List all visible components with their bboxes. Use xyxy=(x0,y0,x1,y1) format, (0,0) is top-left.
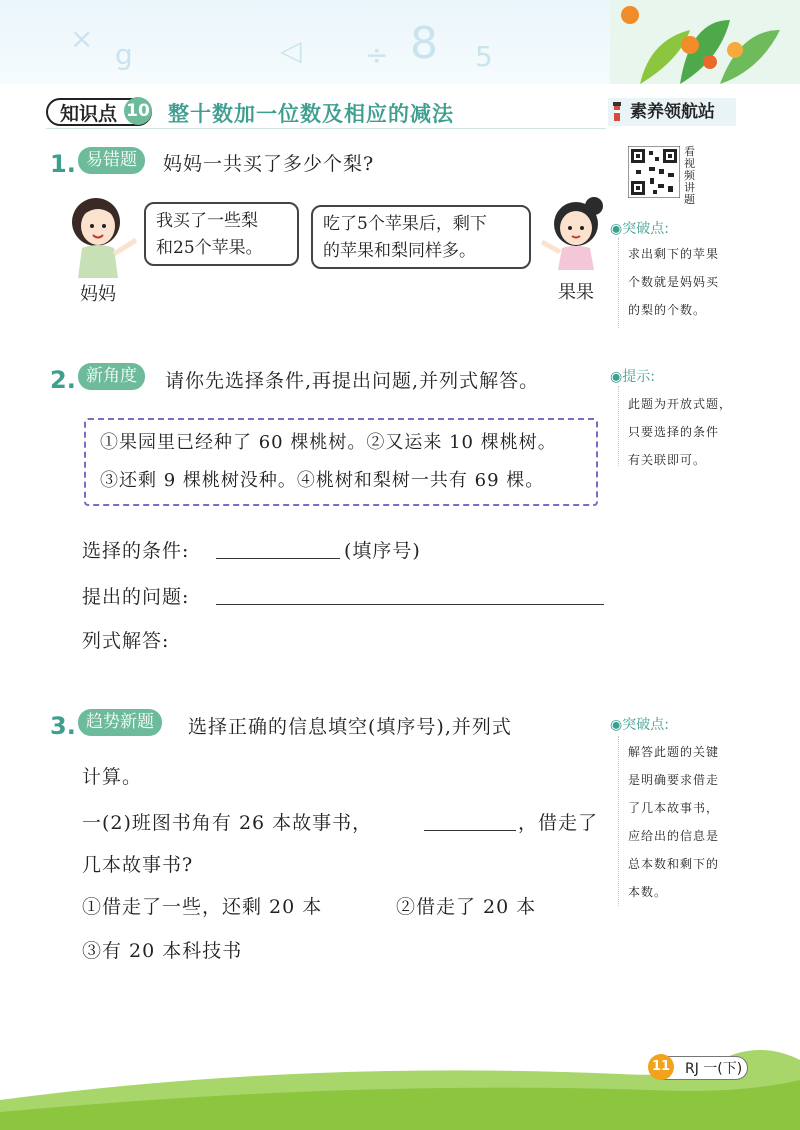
guoguo-figure-icon xyxy=(536,196,612,270)
question-2-tag: 新角度 xyxy=(78,363,145,390)
q1-side-note: 求出剩下的苹果 个数就是妈妈买 的梨的个数。 xyxy=(628,247,720,317)
q3-side-note: 解答此题的关键 是明确要求借走 了几本故事书， 应给出的信息是 总本数和剩下的 本数。 xyxy=(628,745,720,899)
literacy-station-label: 素养领航站 xyxy=(608,98,736,126)
conditions-line: ①果园里已经种了 60 棵桃树。②又运来 10 棵桃树。 xyxy=(100,432,557,453)
qr-code-icon[interactable] xyxy=(628,146,680,198)
q2-side-note: 此题为开放式题， 只要选择的条件 有关联即可。 xyxy=(628,397,733,467)
qr-caption: 看视频讲题 xyxy=(684,145,695,206)
breakthrough-label: ◉突破点: xyxy=(610,717,669,733)
option-2: ②借走了 20 本 xyxy=(396,896,537,918)
lighthouse-icon xyxy=(610,101,624,123)
mom-name-label: 妈妈 xyxy=(80,284,116,305)
question-3-text: 选择正确的信息填空(填序号),并列式 xyxy=(188,716,512,738)
problem-statement: 一(2)班图书角有 26 本故事书， xyxy=(82,812,373,834)
side-divider xyxy=(618,736,619,906)
conditions-box xyxy=(84,418,598,506)
condition-answer-blank[interactable] xyxy=(216,538,340,559)
question-1-number: 1. xyxy=(50,150,76,178)
page-title: 整十数加一位数及相应的减法 xyxy=(168,102,454,126)
conditions-line: ③还剩 9 棵桃树没种。④桃树和梨树一共有 69 棵。 xyxy=(100,470,545,491)
decor-glyph-icon: g xyxy=(115,38,133,71)
problem-statement-cont: ，借走了 xyxy=(518,812,599,834)
page-number: 11 xyxy=(648,1054,674,1080)
knowledge-point-number: 10 xyxy=(124,97,152,125)
hint-label: ◉提示: xyxy=(610,369,655,385)
bullet-icon: ◉ xyxy=(610,221,623,237)
option-1: ①借走了一些，还剩 20 本 xyxy=(82,896,323,918)
leaves-decoration-icon xyxy=(610,0,800,84)
question-3-tag: 趋势新题 xyxy=(78,709,162,736)
mom-figure-icon xyxy=(62,196,142,278)
info-answer-blank[interactable] xyxy=(424,810,516,831)
mom-speech-bubble xyxy=(144,202,299,266)
guoguo-bubble-line: 的苹果和梨同样多。 xyxy=(323,241,476,261)
problem-question: 几本故事书? xyxy=(82,854,194,876)
breakthrough-label: ◉突破点: xyxy=(610,221,669,237)
question-answer-blank[interactable] xyxy=(216,584,604,605)
guoguo-name-label: 果果 xyxy=(558,282,594,303)
side-divider xyxy=(618,386,619,466)
guoguo-bubble-line: 吃了5个苹果后，剩下 xyxy=(323,214,487,234)
decor-five-icon: 5 xyxy=(475,40,493,73)
decor-x-icon: × xyxy=(70,22,94,55)
decor-divide-icon: ÷ xyxy=(365,38,389,71)
bullet-icon: ◉ xyxy=(610,717,623,733)
decor-eight-icon: 8 xyxy=(410,18,438,69)
question-3-text-cont: 计算。 xyxy=(82,766,143,788)
fill-number-hint: (填序号) xyxy=(344,540,421,562)
question-1-tag: 易错题 xyxy=(78,147,145,174)
question-3-number: 3. xyxy=(50,712,76,740)
mom-bubble-line: 和25个苹果。 xyxy=(156,238,263,258)
guoguo-speech-bubble xyxy=(311,205,531,269)
knowledge-point-label: 知识点 xyxy=(46,98,152,126)
choose-condition-label: 选择的条件: xyxy=(82,540,190,562)
edition-label: RJ 一(下) xyxy=(652,1056,748,1080)
decor-triangle-icon: ◁ xyxy=(280,34,302,67)
option-3: ③有 20 本科技书 xyxy=(82,940,243,962)
mom-bubble-line: 我买了一些梨 xyxy=(156,211,258,231)
question-2-text: 请你先选择条件,再提出问题,并列式解答。 xyxy=(165,370,540,392)
question-2-number: 2. xyxy=(50,366,76,394)
ask-question-label: 提出的问题: xyxy=(82,586,190,608)
solve-label: 列式解答: xyxy=(82,630,170,652)
title-divider xyxy=(46,128,606,129)
side-divider xyxy=(618,238,619,328)
question-1-text: 妈妈一共买了多少个梨? xyxy=(163,153,375,175)
bullet-icon: ◉ xyxy=(610,369,623,385)
